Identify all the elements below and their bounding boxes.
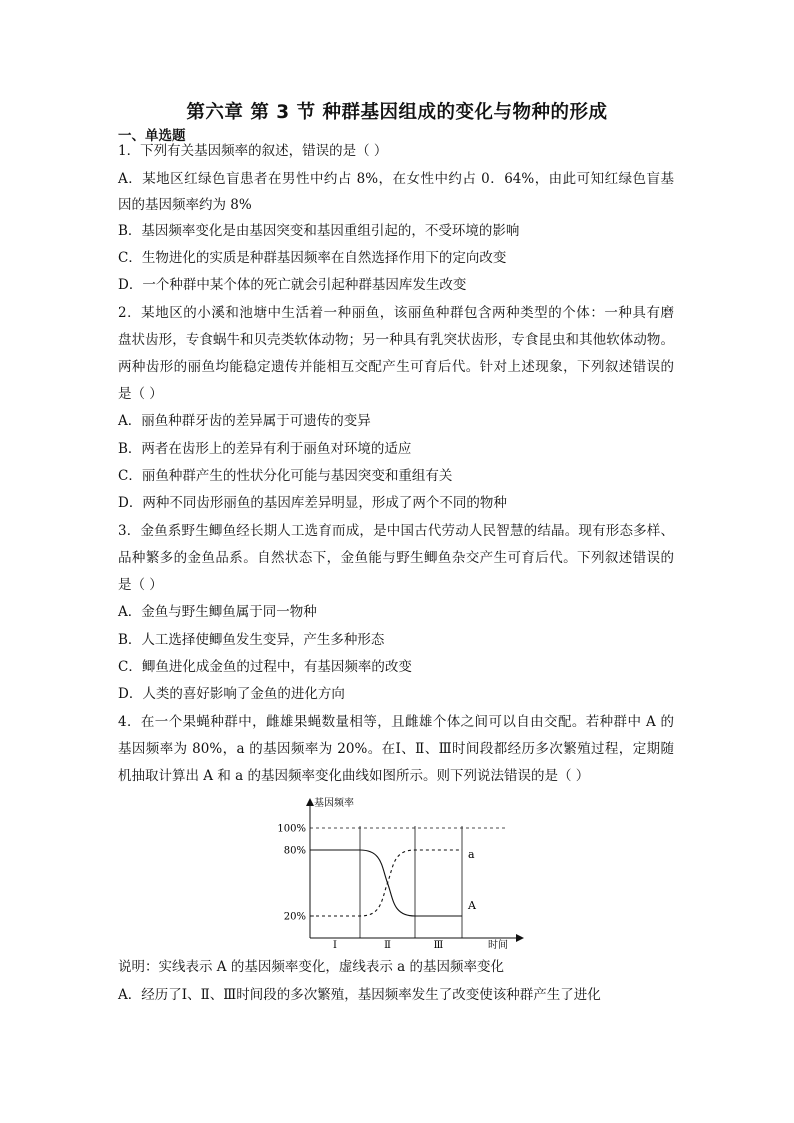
q3-option-b: B．人工选择使鲫鱼发生变异，产生多种形态 — [118, 632, 385, 648]
page-title: 第六章 第 3 节 种群基因组成的变化与物种的形成 — [186, 102, 608, 123]
q1-option-c: C．生物进化的实质是种群基因频率在自然选择作用下的定向改变 — [118, 250, 507, 266]
q2-option-a: A．丽鱼种群牙齿的差异属于可遗传的变异 — [118, 413, 371, 429]
q3-stem-3: 是（ ） — [118, 577, 163, 593]
q3-stem-2: 品种繁多的金鱼品系。自然状态下，金鱼能与野生鲫鱼杂交产生可育后代。下列叙述错误的 — [118, 550, 674, 566]
q3-option-d: D．人类的喜好影响了金鱼的进化方向 — [118, 686, 345, 702]
q4-stem-1: 4．在一个果蝇种群中，雌雄果蝇数量相等，且雌雄个体之间可以自由交配。若种群中 A 的 — [118, 714, 674, 730]
q2-option-d: D．两种不同齿形丽鱼的基因库差异明显，形成了两个不同的物种 — [118, 495, 507, 511]
q3-stem-1: 3．金鱼系野生鲫鱼经长期人工选育而成，是中国古代劳动人民智慧的结晶。现有形态多样、 — [118, 523, 674, 539]
q2-stem-1: 2．某地区的小溪和池塘中生活着一种丽鱼，该丽鱼种群包含两种类型的个体：一种具有磨 — [118, 305, 674, 321]
q4-stem-3: 机抽取计算出 A 和 a 的基因频率变化曲线如图所示。则下列说法错误的是（ ） — [118, 768, 590, 784]
period-label: Ⅱ — [384, 940, 391, 951]
series-line-A — [310, 850, 462, 916]
q1-option-d: D．一个种群中某个体的死亡就会引起种群基因库发生改变 — [118, 277, 467, 293]
gene-frequency-chart — [270, 796, 530, 952]
y-tick-label: 80% — [283, 845, 306, 857]
q4-stem-2: 基因频率为 80%，a 的基因频率为 20%。在Ⅰ、Ⅱ、Ⅲ时间段都经历多次繁殖过程，定期随 — [118, 741, 674, 757]
x-axis-label: 时间 — [488, 940, 508, 951]
q1-option-a-cont: 因的基因频率约为 8% — [118, 197, 252, 213]
q1-stem: 1．下列有关基因频率的叙述，错误的是（ ） — [118, 143, 388, 159]
y-tick-label: 100% — [277, 823, 306, 835]
q3-option-c: C．鲫鱼进化成金鱼的过程中，有基因频率的改变 — [118, 659, 412, 675]
y-tick-label: 20% — [283, 911, 306, 923]
period-label: Ⅰ — [333, 940, 337, 951]
series-label-A: A — [468, 899, 476, 912]
q2-stem-2: 盘状齿形，专食蜗牛和贝壳类软体动物；另一种具有乳突状齿形，专食昆虫和其他软体动物。 — [118, 332, 674, 348]
q1-option-b: B．基因频率变化是由基因突变和基因重组引起的，不受环境的影响 — [118, 223, 520, 239]
period-label: Ⅲ — [433, 940, 444, 951]
q2-stem-3: 两种齿形的丽鱼均能稳定遗传并能相互交配产生可育后代。针对上述现象，下列叙述错误的 — [118, 359, 674, 375]
q2-option-b: B．两者在齿形上的差异有利于丽鱼对环境的适应 — [118, 441, 412, 457]
q4-option-a: A．经历了Ⅰ、Ⅱ、Ⅲ时间段的多次繁殖，基因频率发生了改变使该种群产生了进化 — [118, 987, 601, 1003]
q3-option-a: A．金鱼与野生鲫鱼属于同一物种 — [118, 604, 317, 620]
q2-stem-4: 是（ ） — [118, 386, 163, 402]
q2-option-c: C．丽鱼种群产生的性状分化可能与基因突变和重组有关 — [118, 468, 453, 484]
q1-option-a: A．某地区红绿色盲患者在男性中约占 8%，在女性中约占 0．64%，由此可知红绿色盲基 — [118, 171, 674, 187]
y-axis-label: 基因频率 — [314, 798, 354, 809]
series-line-a — [310, 850, 462, 916]
section-heading: 一、单选题 — [118, 128, 186, 144]
series-label-a: a — [468, 848, 475, 861]
q4-note: 说明：实线表示 A 的基因频率变化，虚线表示 a 的基因频率变化 — [118, 959, 504, 975]
